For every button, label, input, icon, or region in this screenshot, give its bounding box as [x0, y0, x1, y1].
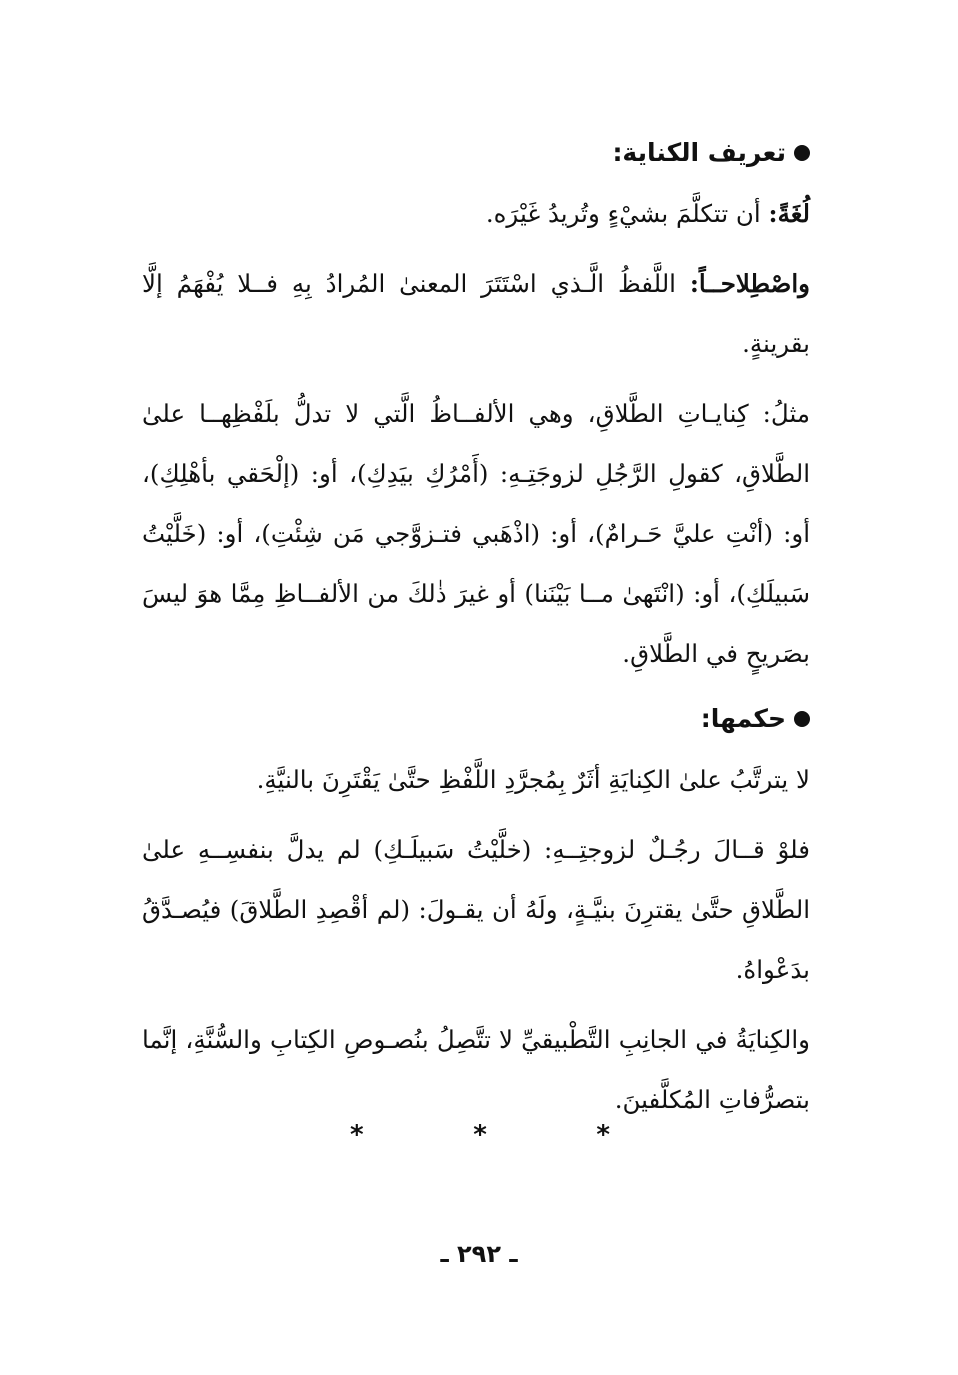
lugha-text: أن تتكلَّمَ بشيْءٍ وتُريدُ غَيْرَه.: [485, 199, 769, 228]
bullet-icon: [794, 711, 810, 727]
ruling-heading-text: حكمها:: [700, 704, 786, 733]
section-separator: [350, 1120, 610, 1150]
bullet-icon: [794, 145, 810, 161]
separator-star: *: [596, 1120, 610, 1150]
definition-heading: [142, 128, 810, 178]
ruling-paragraph-2: فلوْ قــالَ رجُـلٌ لزوجتِــهِ: (خلَّيْتُ سَبيلَـكِ) لم يدلَّ بنفسِــهِ علىٰ الطَّلاقِ حتَّىٰ يقترِنَ بنيَّـةٍ، ولَهُ أن يقـولَ: (لم أقْصِدِ الطَّلاقَ) فيُصـدَّقُ بدَعْواهُ.: [142, 835, 810, 984]
istilah-term: واصْطِلاحــاً:: [689, 269, 810, 298]
istilah-text: اللَّفظُ الَّـذي اسْتَتَرَ المعنىٰ المُرادُ بِهِ فــلا يُفْهَمُ إلَّا بقرينةٍ.: [142, 269, 810, 358]
page-body: [142, 128, 810, 1140]
example-paragraph: مثلُ: كِنايـاتِ الطَّلاقِ، وهي الألفــاظُ الَّتي لا تدلُّ بلَفْظِهــا علىٰ الطَّلاقِ، كقولِ الرَّجُلِ لزوجَتِـهِ: (أَمْرُكِ بيَدِكِ)، أو: (إلْحَقي بأهْلِكِ)، أو: (أنْتِ عليَّ حَـرامٌ)، أو: (اذْهَبي فتـزوَّجي مَن شِئْتِ)، أو: (خَلَّيْتُ سَبيلَكِ)، أو: (انْتَهىٰ مــا بَيْنَنا) أو غيرَ ذٰلكَ من الألفــاظِ مِمَّا هوَ ليسَ بصَريحٍ في الطَّلاقِ.: [142, 399, 810, 668]
ruling-paragraph-1: لا يترتَّبُ علىٰ الكِنايَةِ أثَرٌ بِمُجرَّدِ اللَّفْظِ حتَّىٰ يَقْتَرِنَ بالنيَّةِ.: [256, 765, 810, 794]
ruling-heading: [142, 694, 810, 744]
separator-star: *: [350, 1120, 364, 1150]
page-number: ـ ٢٩٢ ـ: [440, 1240, 518, 1268]
ruling-paragraph-3: والكِنايَةُ في الجانِبِ التَّطْبيقيِّ لا تتَّصِلُ بنُصـوصِ الكِتابِ والسُّنَّةِ، إنَّما بتصرُّفاتِ المُكلَّفينَ.: [142, 1025, 810, 1114]
definition-heading-text: تعريف الكناية:: [612, 138, 786, 167]
lugha-paragraph: [142, 184, 810, 244]
istilah-paragraph: [142, 254, 810, 374]
lugha-term: لُغَةً:: [768, 199, 810, 228]
separator-star: *: [473, 1120, 487, 1150]
